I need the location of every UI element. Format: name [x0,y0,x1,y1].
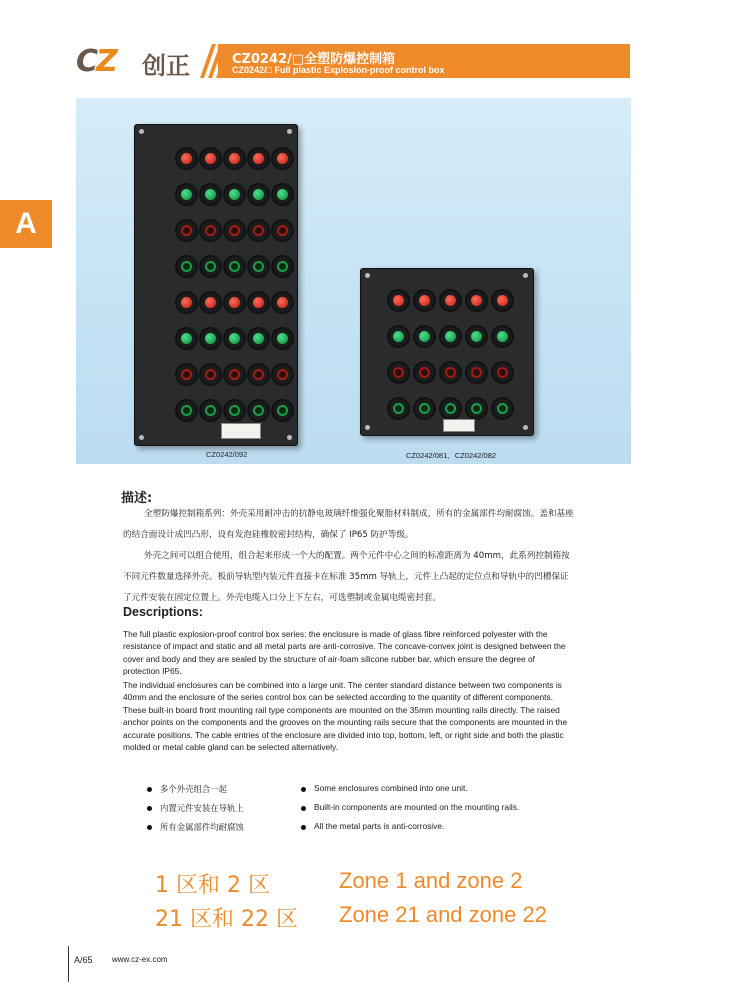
control-button [273,185,292,204]
control-button [249,221,268,240]
stripes-decoration [190,44,230,78]
control-button [389,327,408,346]
screw [523,273,528,278]
control-button [225,257,244,276]
control-button [493,291,512,310]
zone-cn-1: 1 区和 2 区 [155,873,270,898]
screw [287,129,292,134]
control-button [249,401,268,420]
control-button [415,399,434,418]
description-heading-en: Descriptions: [123,605,203,619]
list-item: 内置元件安装在导轨上 [160,803,244,813]
control-button [389,399,408,418]
control-button [441,363,460,382]
list-item: All the metal parts is anti-corrosive. [314,821,445,831]
page-subtitle: CZ0242/□ Full plastic Explosion-proof control box [232,65,445,75]
control-button [201,257,220,276]
control-button [273,149,292,168]
page-title: CZ0242/□全塑防爆控制箱 [232,52,396,67]
control-button [177,293,196,312]
description-heading-cn: 描述: [121,491,153,506]
description-en-paragraph-1: The full plastic explosion-proof control box series: the enclosure is made of glass fibre reinforced polyester with the resistance of impact and static and all metal parts are anti-corrosive. The concave-convex joint is designed between the cover and body and they are sealed by the structure of air-foam silicone rubber bar, which ensure the degree of protection IP65. [123,629,566,677]
control-button [225,185,244,204]
control-button [249,329,268,348]
screw [523,425,528,430]
list-item: 所有金属部件均耐腐蚀 [160,822,244,832]
control-box-wide [360,268,534,436]
description-cn-paragraph-1: 全塑防爆控制箱系列：外壳采用耐冲击的抗静电玻璃纤维强化聚脂材料制成，所有的金属部件均耐腐蚀。盖和基座的结合面设计成凹凸形，设有发泡硅橡胶密封结构，确保了 IP65 防护等级。 [123,509,574,540]
control-button [467,291,486,310]
control-button [201,221,220,240]
bullet-dot [301,806,306,811]
control-button [493,327,512,346]
nameplate-label [443,419,475,432]
control-button [201,185,220,204]
bullet-dot [147,825,152,830]
control-button [177,401,196,420]
control-button [493,399,512,418]
control-button [225,221,244,240]
page-number: A/65 [74,955,93,965]
control-button [249,257,268,276]
control-button [225,293,244,312]
list-item: Built-in components are mounted on the mounting rails. [314,802,520,812]
control-button [177,221,196,240]
control-button [467,363,486,382]
footer-divider [68,946,69,982]
product-photo [76,98,631,464]
control-button [273,257,292,276]
control-button [273,365,292,384]
control-button [177,365,196,384]
control-button [273,293,292,312]
zone-en-2: Zone 21 and zone 22 [339,902,547,927]
control-button [201,149,220,168]
screw [365,273,370,278]
control-button [441,327,460,346]
control-button [177,149,196,168]
caption-left: CZ0242/092 [206,450,248,459]
control-button [441,399,460,418]
control-button [201,293,220,312]
bullet-dot [301,787,306,792]
control-button [201,401,220,420]
list-item: Some enclosures combined into one unit. [314,783,468,793]
screw [139,129,144,134]
control-button [225,329,244,348]
screw [287,435,292,440]
list-item: 多个外壳组合一起 [160,784,227,794]
zone-cn-2: 21 区和 22 区 [155,907,298,932]
control-button [249,185,268,204]
caption-right: CZ0242/081、CZ0242/082 [406,451,497,460]
description-en-paragraph-2: The individual enclosures can be combined into a large unit. The center standard distance between two components is 40mm and the enclosure of the series control box can be selected according to the quantity of different components. These built-in board front mounting rail type components are mounted on the 35mm mounting rails directly. The raised anchor points on the components and the grooves on the mounting rails secure that the components are mounted in the accurate positions. The cable entries of the enclosure are divided into top, bottom, left, or right side and both the plastic molded or metal cable gland can be selected alternatively. [123,680,568,753]
control-button [389,291,408,310]
control-box-tall [134,124,298,446]
logo-mark: CZ [76,44,116,79]
bullet-dot [147,806,152,811]
control-button [225,401,244,420]
screw [139,435,144,440]
description-cn-paragraph-2: 外壳之间可以组合使用，组合起来形成一个大的配置。两个元件中心之间的标准距离为 40mm，此系列控制箱按不同元件数量选择外壳。板前导轨型内装元件直接卡在标准 35mm 导轨上，元件上凸起的定位点和导轨中的凹槽保证了元件安装在固定位置上。外壳电缆入口分上下左右，可选塑制或金属电缆密封套。 [123,551,570,603]
control-button [249,149,268,168]
control-button [273,401,292,420]
zone-en-1: Zone 1 and zone 2 [339,868,523,893]
control-button [467,327,486,346]
nameplate-label [221,423,261,439]
control-button [441,291,460,310]
control-button [415,327,434,346]
control-button [249,365,268,384]
control-button [249,293,268,312]
logo-text: 创正 [142,52,190,80]
control-button [493,363,512,382]
control-button [415,363,434,382]
control-button [177,185,196,204]
control-button [225,149,244,168]
control-button [177,329,196,348]
control-button [201,365,220,384]
bullet-dot [301,825,306,830]
control-button [389,363,408,382]
control-button [273,221,292,240]
control-button [177,257,196,276]
website-link[interactable]: www.cz-ex.com [112,955,168,964]
screw [365,425,370,430]
control-button [415,291,434,310]
bullet-dot [147,787,152,792]
section-tab: A [0,200,52,248]
control-button [201,329,220,348]
control-button [225,365,244,384]
control-button [467,399,486,418]
control-button [273,329,292,348]
